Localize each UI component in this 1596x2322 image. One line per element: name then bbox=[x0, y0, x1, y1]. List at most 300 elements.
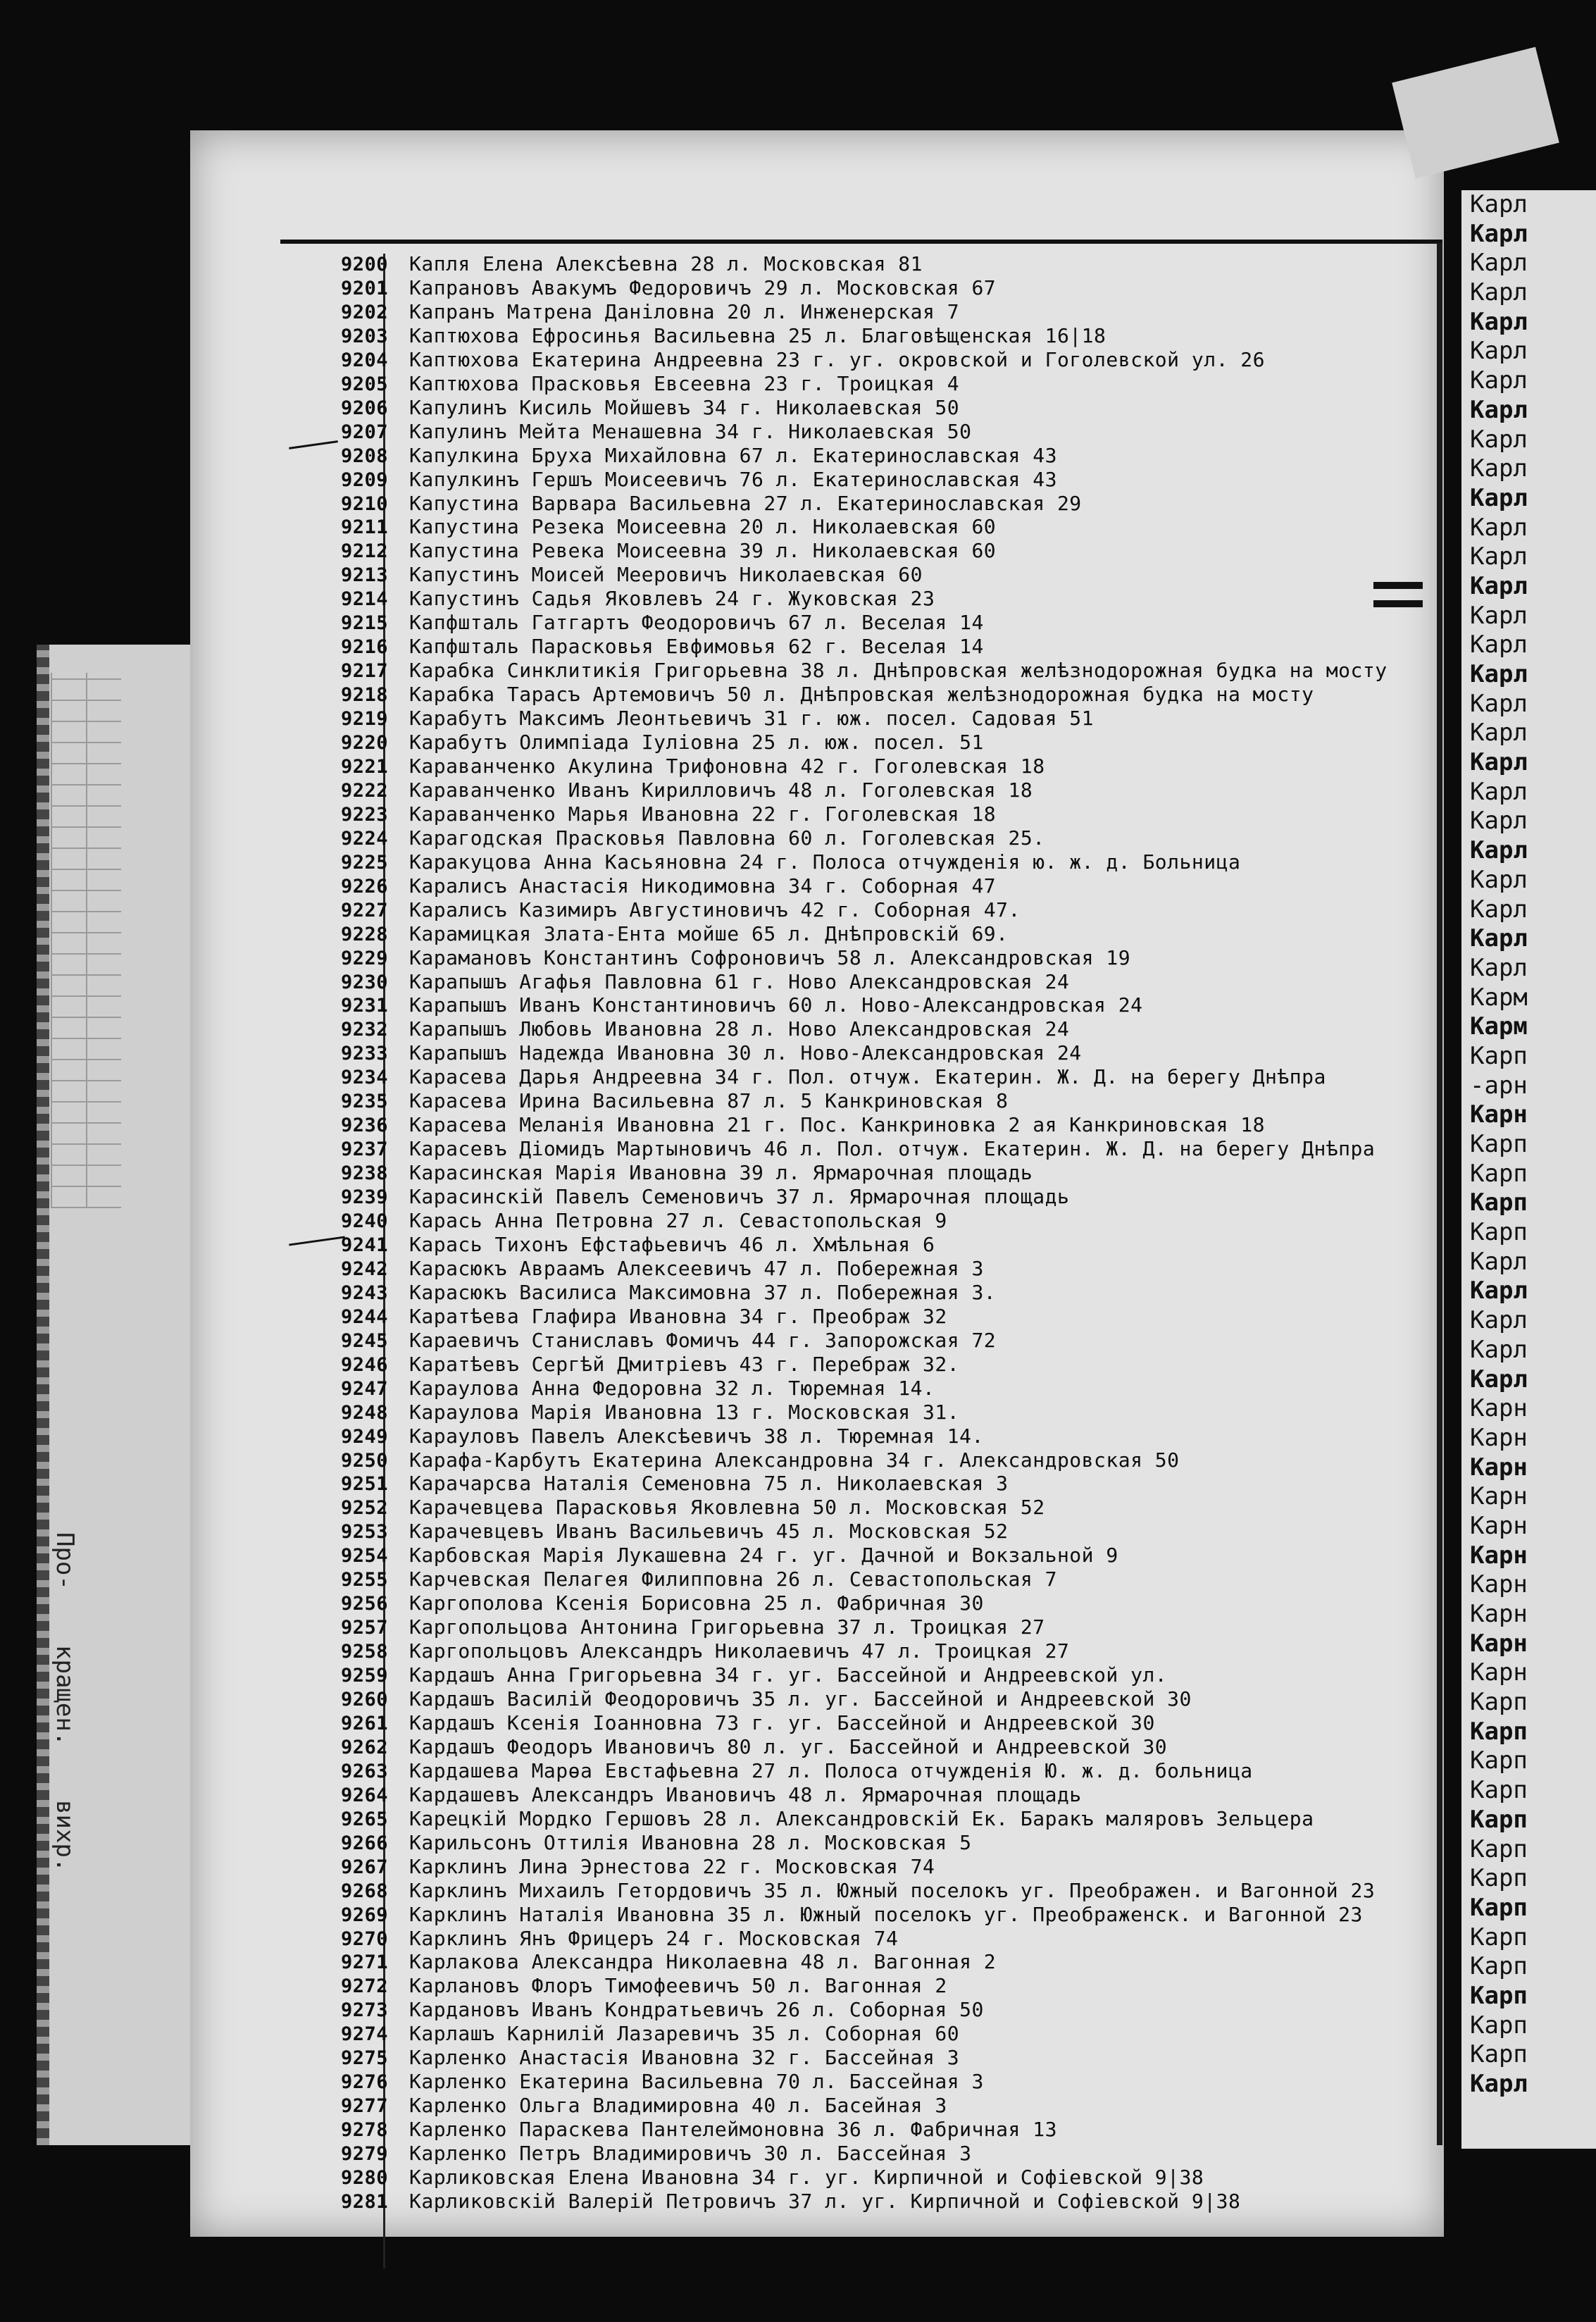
entry-number: 9219 bbox=[340, 708, 388, 731]
right-page-fragment: Карл bbox=[1470, 924, 1528, 953]
entry-number: 9233 bbox=[340, 1043, 388, 1065]
register-entry bbox=[298, 1257, 984, 1281]
entry-text: Карликовская Елена Ивановна 34 г. уг. Кирпичной и Софіевской 9|38 bbox=[409, 2166, 1204, 2189]
entry-number: 9246 bbox=[340, 1353, 388, 1376]
entry-text: Карасюкъ Авраамъ Алексеевичъ 47 л. Побережная 3 bbox=[409, 1256, 984, 1280]
entry-number: 9242 bbox=[340, 1258, 388, 1280]
entry-text: Капустина Резека Моисеевна 20 л. Николаевская 60 bbox=[409, 515, 997, 539]
register-entry bbox=[298, 1233, 935, 1257]
register-entry bbox=[298, 2142, 971, 2166]
right-page-fragment: Карл bbox=[1470, 777, 1528, 806]
entry-text: Карафа-Карбутъ Екатерина Александровна 34 г. Александровская 50 bbox=[409, 1448, 1180, 1472]
entry-number: 9240 bbox=[340, 1210, 388, 1232]
right-page-fragment: Карн bbox=[1470, 1600, 1528, 1628]
entry-text: Карасюкъ Василиса Максимовна 37 л. Побережная 3. bbox=[409, 1280, 997, 1304]
entry-number: 9260 bbox=[340, 1689, 388, 1711]
right-page-fragment: Карп bbox=[1470, 1130, 1528, 1158]
entry-number: 9247 bbox=[340, 1377, 388, 1400]
entry-number: 9280 bbox=[340, 2167, 388, 2189]
right-page-fragment: Карн bbox=[1470, 1100, 1528, 1129]
register-entry bbox=[298, 1113, 1265, 1137]
entry-number: 9251 bbox=[340, 1473, 388, 1496]
entry-text: Каргополова Ксенія Борисовна 25 л. Фабричная 30 bbox=[409, 1591, 984, 1615]
entry-text: Карецкій Мордко Гершовъ 28 л. Александровскій Ек. Баракъ маляровъ Зельцера bbox=[409, 1806, 1314, 1830]
entry-number: 9205 bbox=[340, 373, 388, 395]
right-page-fragment: Карп bbox=[1470, 1159, 1528, 1188]
register-entry bbox=[298, 420, 971, 444]
right-page-fragment: Карл bbox=[1470, 719, 1528, 747]
entry-text: Карапышъ Любовь Ивановна 28 л. Ново Александровская 24 bbox=[409, 1017, 1070, 1041]
entry-text: Карлановъ Флоръ Тимофеевичъ 50 л. Вагонная 2 bbox=[409, 1974, 947, 1998]
right-page-fragment: Карл bbox=[1470, 1365, 1528, 1393]
register-entry bbox=[298, 2094, 947, 2118]
register-entry bbox=[298, 396, 959, 420]
entry-number: 9216 bbox=[340, 636, 388, 659]
entry-number: 9213 bbox=[340, 564, 388, 587]
register-entry bbox=[298, 1591, 984, 1615]
register-entry bbox=[298, 1544, 1118, 1567]
entry-number: 9218 bbox=[340, 684, 388, 707]
entry-number: 9243 bbox=[340, 1281, 388, 1304]
entry-text: Карклинъ Наталія Ивановна 35 л. Южный поселокъ уг. Преображенск. и Вагонной 23 bbox=[409, 1902, 1363, 1926]
register-entry bbox=[298, 898, 1021, 922]
register-entry bbox=[298, 1567, 1057, 1591]
entry-text: Карабка Синклитикія Григорьевна 38 л. Днѣпровская желѣзнодорожная будка на мосту bbox=[409, 659, 1388, 683]
entry-text: Карленко Екатерина Васильевна 70 л. Бассейная 3 bbox=[409, 2070, 984, 2094]
entry-text: Карапышъ Агафья Павловна 61 г. Ново Александровская 24 bbox=[409, 969, 1070, 993]
register-entry bbox=[298, 372, 959, 396]
entry-number: 9204 bbox=[340, 349, 388, 371]
entry-number: 9201 bbox=[340, 277, 388, 299]
register-entry bbox=[298, 1353, 959, 1377]
entry-text: Карклинъ Лина Эрнестова 22 г. Московская 74 bbox=[409, 1854, 935, 1878]
register-entry bbox=[298, 276, 996, 300]
right-page-fragment: Карл bbox=[1470, 807, 1528, 836]
entry-number: 9220 bbox=[340, 732, 388, 754]
entry-text: Кардашъ Анна Григорьевна 34 г. уг. Бассейной и Андреевской ул. bbox=[409, 1663, 1168, 1687]
register-entry bbox=[298, 826, 1045, 850]
register-entry bbox=[298, 946, 1130, 970]
entry-text: Капфшталь Парасковья Евфимовья 62 г. Веселая 14 bbox=[409, 635, 984, 659]
register-entry bbox=[298, 348, 1265, 372]
entry-text: Карасевъ Діомидъ Мартыновичъ 46 л. Пол. отчуж. Екатерин. Ж. Д. на берегу Днѣпра bbox=[409, 1137, 1376, 1161]
register-entry bbox=[298, 1472, 1009, 1496]
register-entry bbox=[298, 252, 923, 276]
entry-number: 9235 bbox=[340, 1091, 388, 1113]
register-entry bbox=[298, 611, 984, 635]
register-entry bbox=[298, 324, 1106, 348]
entry-text: Карась Тихонъ Ефстафьевичъ 46 л. Хмѣльная 6 bbox=[409, 1232, 935, 1256]
entry-number: 9211 bbox=[340, 516, 388, 539]
register-entry bbox=[298, 1041, 1082, 1065]
right-page-fragment: Карл bbox=[1470, 1277, 1528, 1305]
register-entry bbox=[298, 468, 1057, 492]
register-entry bbox=[298, 2046, 959, 2070]
entry-text: Каракуцова Анна Касьяновна 24 г. Полоса отчужденія ю. ж. д. Больница bbox=[409, 850, 1241, 874]
rotated-fragment-3: вихр. bbox=[51, 1800, 79, 1873]
entry-text: Капранъ Матрена Даніловна 20 л. Инженерская 7 bbox=[409, 299, 960, 323]
entry-text: Карклинъ Янъ Фрицеръ 24 г. Московская 74 bbox=[409, 1926, 899, 1950]
register-entry bbox=[298, 1903, 1363, 1927]
entry-text: Карапышъ Надежда Ивановна 30 л. Ново-Александровская 24 bbox=[409, 1041, 1082, 1065]
right-page-fragment: Карл bbox=[1470, 542, 1528, 571]
register-entry bbox=[298, 1017, 1069, 1041]
page-gutter-rule bbox=[1437, 243, 1442, 2145]
register-entry bbox=[298, 1329, 996, 1353]
entry-text: Карапышъ Иванъ Константиновичъ 60 л. Ново-Александровская 24 bbox=[409, 993, 1143, 1017]
register-entry bbox=[298, 755, 1045, 778]
entry-text: Капустинъ Моисей Мееровичъ Николаевская 60 bbox=[409, 563, 923, 587]
ink-mark-double-line bbox=[1373, 582, 1423, 589]
entry-text: Каптюхова Екатерина Андреевна 23 г. уг. окровской и Гоголевской ул. 26 bbox=[409, 347, 1266, 371]
right-page-fragment: Карл bbox=[1470, 689, 1528, 718]
register-entry bbox=[298, 802, 996, 826]
entry-text: Карабка Тарасъ Артемовичъ 50 л. Днѣпровская желѣзнодорожная будка на мосту bbox=[409, 683, 1314, 707]
entry-text: Карклинъ Михаилъ Гетордовичъ 35 л. Южный поселокъ уг. Преображен. и Вагонной 23 bbox=[409, 1878, 1376, 1902]
entry-text: Карасева Дарья Андреевна 34 г. Пол. отчуж. Екатерин. Ж. Д. на берегу Днѣпра bbox=[409, 1065, 1326, 1089]
right-page-fragment: Карл bbox=[1470, 425, 1528, 454]
entry-number: 9267 bbox=[340, 1856, 388, 1878]
right-page-fragment: Карл bbox=[1470, 748, 1528, 777]
torn-page-edge bbox=[37, 645, 49, 2145]
entry-number: 9248 bbox=[340, 1401, 388, 1424]
register-entry bbox=[298, 1496, 1045, 1520]
entry-number: 9215 bbox=[340, 612, 388, 635]
right-page-fragment: Карл bbox=[1470, 366, 1528, 395]
register-entry bbox=[298, 1974, 947, 1998]
right-page-fragment: Карн bbox=[1470, 1570, 1528, 1599]
right-page-fragment: -арн bbox=[1470, 1071, 1528, 1100]
register-entry bbox=[298, 1209, 947, 1233]
entry-number: 9206 bbox=[340, 397, 388, 419]
torn-corner-flap bbox=[1392, 47, 1559, 179]
entry-number: 9227 bbox=[340, 899, 388, 921]
register-entry bbox=[298, 444, 1057, 468]
right-page-fragment: Карн bbox=[1470, 1453, 1528, 1482]
entry-text: Карачевцева Парасковья Яковлевна 50 л. Московская 52 bbox=[409, 1496, 1045, 1520]
right-page-fragment: Карл bbox=[1470, 307, 1528, 336]
entry-number: 9262 bbox=[340, 1736, 388, 1758]
register-entry bbox=[298, 1185, 1069, 1209]
right-page-fragment: Карл bbox=[1470, 2070, 1528, 2098]
entry-number: 9255 bbox=[340, 1569, 388, 1591]
register-entry bbox=[298, 1161, 1033, 1185]
entry-text: Каралисъ Анастасія Никодимовна 34 г. Соборная 47 bbox=[409, 874, 997, 898]
register-entry bbox=[298, 707, 1094, 731]
right-page-fragment: Карп bbox=[1470, 1688, 1528, 1717]
ruled-grid bbox=[51, 673, 121, 1208]
right-page-fragment: Карп bbox=[1470, 1188, 1528, 1217]
right-page-fragment: Карп bbox=[1470, 1717, 1528, 1746]
entry-number: 9258 bbox=[340, 1641, 388, 1663]
right-page-fragment: Карл bbox=[1470, 1335, 1528, 1364]
entry-number: 9265 bbox=[340, 1808, 388, 1830]
entry-number: 9271 bbox=[340, 1951, 388, 1974]
entry-number: 9273 bbox=[340, 1999, 388, 2022]
entry-number: 9254 bbox=[340, 1545, 388, 1567]
right-page-fragment: Карл bbox=[1470, 631, 1528, 659]
register-entry bbox=[298, 1783, 1082, 1807]
entry-text: Капустинъ Садья Яковлевъ 24 г. Жуковская 23 bbox=[409, 587, 935, 611]
entry-text: Каратѣевъ Сергѣй Дмитріевъ 43 г. Перебраж 32. bbox=[409, 1352, 960, 1376]
right-page-fragment: Карл bbox=[1470, 190, 1528, 218]
left-adjacent-page bbox=[37, 645, 213, 2145]
entry-text: Карасинскій Павелъ Семеновичъ 37 л. Ярмарочная площадь bbox=[409, 1185, 1070, 1209]
register-entry bbox=[298, 683, 1314, 707]
entry-number: 9202 bbox=[340, 301, 388, 323]
register-entry bbox=[298, 1615, 1045, 1639]
entry-number: 9249 bbox=[340, 1425, 388, 1448]
right-page-fragment: Карл bbox=[1470, 395, 1528, 424]
register-entry bbox=[298, 2022, 959, 2046]
register-entry bbox=[298, 778, 1033, 802]
entry-text: Караванченко Акулина Трифоновна 42 г. Гоголевская 18 bbox=[409, 754, 1045, 778]
right-page-fragment: Карн bbox=[1470, 1482, 1528, 1511]
right-page-fragment: Карп bbox=[1470, 1218, 1528, 1247]
register-entry bbox=[298, 1305, 947, 1329]
register-entry bbox=[298, 731, 984, 755]
right-page-fragment: Карп bbox=[1470, 1834, 1528, 1863]
entry-number: 9229 bbox=[340, 947, 388, 969]
entry-text: Караванченко Иванъ Кирилловичъ 48 л. Гоголевская 18 bbox=[409, 778, 1033, 802]
right-page-fragment: Карн bbox=[1470, 1541, 1528, 1570]
right-page-fragment: Карп bbox=[1470, 2011, 1528, 2039]
entry-number: 9228 bbox=[340, 923, 388, 945]
right-page-fragment: Карп bbox=[1470, 2040, 1528, 2069]
register-entry bbox=[298, 635, 984, 659]
right-page-fragment: Карн bbox=[1470, 1658, 1528, 1687]
register-entry bbox=[298, 515, 996, 539]
entry-text: Карасева Меланія Ивановна 21 г. Пос. Канкриновка 2 ая Канкриновская 18 bbox=[409, 1113, 1266, 1137]
right-page-fragment: Карп bbox=[1470, 1923, 1528, 1951]
entry-text: Карасинская Марія Ивановна 39 л. Ярмарочная площадь bbox=[409, 1161, 1033, 1185]
right-page-fragment: Карп bbox=[1470, 1893, 1528, 1922]
right-page-fragment: Карл bbox=[1470, 1247, 1528, 1276]
right-page-fragment: Карм bbox=[1470, 983, 1528, 1012]
entry-text: Кардашъ Феодоръ Ивановичъ 80 л. уг. Бассейной и Андреевской 30 bbox=[409, 1734, 1168, 1758]
right-page-fragment: Карл bbox=[1470, 953, 1528, 982]
register-entry bbox=[298, 874, 996, 898]
register-entry bbox=[298, 1879, 1375, 1903]
entry-text: Карлашъ Карнилій Лазаревичъ 35 л. Соборная 60 bbox=[409, 2022, 960, 2046]
register-entry bbox=[298, 1855, 935, 1879]
right-page-fragment: Карп bbox=[1470, 1864, 1528, 1893]
entry-text: Карагодская Прасковья Павловна 60 л. Гоголевская 25. bbox=[409, 826, 1045, 850]
entry-text: Карбовская Марія Лукашевна 24 г. уг. Дачной и Вокзальной 9 bbox=[409, 1544, 1118, 1567]
register-entry bbox=[298, 922, 1009, 946]
entry-text: Карленко Параскева Пантелеймоновна 36 л. Фабричная 13 bbox=[409, 2118, 1057, 2142]
entry-text: Кардашевъ Александръ Ивановичъ 48 л. Ярмарочная площадь bbox=[409, 1782, 1082, 1806]
register-entry bbox=[298, 1089, 1009, 1113]
entry-text: Капулинъ Мейта Менашевна 34 г. Николаевская 50 bbox=[409, 419, 972, 443]
entry-number: 9270 bbox=[340, 1927, 388, 1950]
entry-text: Капулкинъ Гершъ Моисеевичъ 76 л. Екатеринославская 43 bbox=[409, 467, 1057, 491]
entry-text: Караулова Анна Федоровна 32 л. Тюремная 14. bbox=[409, 1376, 935, 1400]
right-page-fragment: Карн bbox=[1470, 1394, 1528, 1423]
right-page-fragment: Карм bbox=[1470, 1012, 1528, 1041]
entry-number: 9236 bbox=[340, 1115, 388, 1137]
right-page-fragment: Карп bbox=[1470, 1981, 1528, 2010]
entry-text: Карамицкая Злата-Ента мойше 65 л. Днѣпровскій 69. bbox=[409, 921, 1009, 945]
entry-number: 9274 bbox=[340, 2023, 388, 2046]
register-entry bbox=[298, 1424, 984, 1448]
right-page-fragment: Карл bbox=[1470, 513, 1528, 542]
entry-number: 9224 bbox=[340, 827, 388, 850]
entry-text: Карачевцевъ Иванъ Васильевичъ 45 л. Московская 52 bbox=[409, 1520, 1009, 1544]
right-page-fragment: Карл bbox=[1470, 571, 1528, 600]
entry-number: 9225 bbox=[340, 851, 388, 874]
register-entry bbox=[298, 1807, 1314, 1831]
register-entry bbox=[298, 1137, 1375, 1161]
entry-text: Караулова Марія Ивановна 13 г. Московская 31. bbox=[409, 1400, 960, 1424]
entry-number: 9269 bbox=[340, 1904, 388, 1926]
rotated-fragment-2: кращен. bbox=[51, 1645, 79, 1746]
register-entry bbox=[298, 2070, 984, 2094]
register-entry bbox=[298, 587, 935, 611]
entry-number: 9266 bbox=[340, 1832, 388, 1854]
register-entry bbox=[298, 1759, 1253, 1783]
entry-number: 9261 bbox=[340, 1712, 388, 1734]
entry-number: 9263 bbox=[340, 1760, 388, 1782]
right-page-fragment: Карл bbox=[1470, 454, 1528, 483]
register-entry bbox=[298, 1281, 996, 1305]
entry-text: Капрановъ Авакумъ Федоровичъ 29 л. Московская 67 bbox=[409, 275, 997, 299]
entry-text: Каптюхова Ефросинья Васильевна 25 л. Благовѣщенская 16|18 bbox=[409, 323, 1106, 347]
register-entry bbox=[298, 1950, 996, 1974]
register-entry bbox=[298, 300, 959, 324]
entry-number: 9279 bbox=[340, 2143, 388, 2166]
register-entry bbox=[298, 1663, 1167, 1687]
entry-number: 9268 bbox=[340, 1880, 388, 1902]
right-page-fragment: Карн bbox=[1470, 1511, 1528, 1540]
entry-number: 9257 bbox=[340, 1617, 388, 1639]
entry-text: Карленко Петръ Владимировичъ 30 л. Бассейная 3 bbox=[409, 2142, 972, 2166]
entry-text: Карауловъ Павелъ Алексѣевичъ 38 л. Тюремная 14. bbox=[409, 1424, 984, 1448]
entry-number: 9252 bbox=[340, 1497, 388, 1520]
right-page-fragment: Карн bbox=[1470, 1629, 1528, 1658]
entry-text: Карчевская Пелагея Филипповна 26 л. Севастопольская 7 bbox=[409, 1567, 1057, 1591]
entry-text: Каптюхова Прасковья Евсеевна 23 г. Троицкая 4 bbox=[409, 371, 960, 395]
right-page-fragment: Карп bbox=[1470, 1746, 1528, 1775]
entry-number: 9241 bbox=[340, 1234, 388, 1256]
entry-number: 9222 bbox=[340, 779, 388, 802]
entry-number: 9212 bbox=[340, 540, 388, 563]
right-page-fragment: Карл bbox=[1470, 895, 1528, 924]
entry-number: 9200 bbox=[340, 254, 388, 275]
entry-number: 9226 bbox=[340, 875, 388, 898]
entry-number: 9245 bbox=[340, 1329, 388, 1352]
register-entry bbox=[298, 1831, 971, 1855]
register-entry bbox=[298, 1687, 1192, 1711]
entry-text: Карликовскій Валерій Петровичъ 37 л. уг. Кирпичной и Софіевской 9|38 bbox=[409, 2189, 1241, 2213]
entry-number: 9238 bbox=[340, 1162, 388, 1185]
entry-number: 9209 bbox=[340, 468, 388, 491]
entry-text: Карленко Анастасія Ивановна 32 г. Бассейная 3 bbox=[409, 2046, 960, 2070]
register-entry bbox=[298, 2118, 1057, 2142]
register-entry bbox=[298, 1735, 1167, 1759]
entry-text: Карачарсва Наталія Семеновна 75 л. Николаевская 3 bbox=[409, 1472, 1009, 1496]
entry-number: 9276 bbox=[340, 2071, 388, 2094]
entry-text: Кардашъ Ксенія Іоанновна 73 г. уг. Бассейной и Андреевской 30 bbox=[409, 1711, 1155, 1734]
entry-number: 9208 bbox=[340, 445, 388, 467]
entry-text: Карленко Ольга Владимировна 40 л. Басейная 3 bbox=[409, 2094, 947, 2118]
entry-text: Капфшталь Гатгартъ Феодоровичъ 67 л. Веселая 14 bbox=[409, 611, 984, 635]
register-entry bbox=[298, 1448, 1180, 1472]
entry-text: Каргопольцовъ Александръ Николаевичъ 47 л. Троицкая 27 bbox=[409, 1639, 1070, 1663]
register-entry bbox=[298, 1401, 959, 1424]
entry-number: 9277 bbox=[340, 2095, 388, 2118]
register-entry bbox=[298, 1998, 984, 2022]
ink-mark-double-line bbox=[1373, 600, 1423, 607]
entry-number: 9234 bbox=[340, 1067, 388, 1089]
entry-text: Капля Елена Алексѣевна 28 л. Московская 81 bbox=[409, 252, 923, 275]
entry-number: 9223 bbox=[340, 803, 388, 826]
entry-number: 9221 bbox=[340, 755, 388, 778]
register-entry bbox=[298, 563, 923, 587]
entry-text: Каратѣева Глафира Ивановна 34 г. Преображ 32 bbox=[409, 1304, 947, 1328]
entry-number: 9250 bbox=[340, 1449, 388, 1472]
right-page-fragment: Карл bbox=[1470, 249, 1528, 278]
entry-number: 9239 bbox=[340, 1186, 388, 1209]
entry-text: Карабутъ Олимпіада Іуліовна 25 л. юж. посел. 51 bbox=[409, 731, 984, 754]
entry-text: Карлакова Александра Николаевна 48 л. Вагонная 2 bbox=[409, 1950, 997, 1974]
entry-number: 9207 bbox=[340, 421, 388, 443]
header-rule bbox=[280, 240, 1442, 244]
right-page-fragment: Карл bbox=[1470, 337, 1528, 366]
entry-number: 9278 bbox=[340, 2119, 388, 2142]
right-page-fragment: Карп bbox=[1470, 1776, 1528, 1805]
register-entry bbox=[298, 1639, 1069, 1663]
entry-number: 9272 bbox=[340, 1975, 388, 1998]
register-entry bbox=[298, 1377, 935, 1401]
entry-number: 9244 bbox=[340, 1305, 388, 1328]
entry-number: 9217 bbox=[340, 660, 388, 683]
entry-text: Каргопольцова Антонина Григорьевна 37 л. Троицкая 27 bbox=[409, 1615, 1045, 1639]
entry-text: Капустина Варвара Васильевна 27 л. Екатеринославская 29 bbox=[409, 491, 1082, 515]
register-entry bbox=[298, 1927, 898, 1951]
register-entry bbox=[298, 1711, 1155, 1735]
register-entry bbox=[298, 970, 1069, 994]
right-page-fragment: Карп bbox=[1470, 1805, 1528, 1834]
right-page-fragment: Карп bbox=[1470, 1952, 1528, 1981]
entry-number: 9237 bbox=[340, 1138, 388, 1161]
register-entry bbox=[298, 539, 996, 563]
entry-number: 9259 bbox=[340, 1665, 388, 1687]
entry-text: Карамановъ Константинъ Софроновичъ 58 л. Александровская 19 bbox=[409, 945, 1131, 969]
entry-number: 9281 bbox=[340, 2190, 388, 2213]
register-entry bbox=[298, 2166, 1204, 2190]
register-entry bbox=[298, 993, 1142, 1017]
right-page-fragment: Карн bbox=[1470, 1423, 1528, 1452]
entry-number: 9256 bbox=[340, 1593, 388, 1615]
entry-number: 9230 bbox=[340, 971, 388, 993]
entry-number: 9232 bbox=[340, 1019, 388, 1041]
register-entry bbox=[298, 2190, 1240, 2214]
register-entry bbox=[298, 492, 1082, 516]
right-page-fragment: Карл bbox=[1470, 483, 1528, 512]
entry-text: Капулинъ Кисиль Мойшевъ 34 г. Николаевская 50 bbox=[409, 395, 960, 419]
entry-text: Кардановъ Иванъ Кондратьевичъ 26 л. Соборная 50 bbox=[409, 1998, 984, 2022]
entry-text: Капустина Ревека Моисеевна 39 л. Николаевская 60 bbox=[409, 539, 997, 563]
right-page-fragment: Карл bbox=[1470, 836, 1528, 865]
right-page-fragment: Карл bbox=[1470, 219, 1528, 248]
entry-number: 9210 bbox=[340, 492, 388, 515]
entry-text: Кардашъ Василій Феодоровичъ 35 л. уг. Бассейной и Андреевской 30 bbox=[409, 1687, 1192, 1711]
entry-number: 9214 bbox=[340, 588, 388, 611]
entry-text: Карабутъ Максимъ Леонтьевичъ 31 г. юж. посел. Садовая 51 bbox=[409, 707, 1095, 731]
right-page-fragment: Карл bbox=[1470, 865, 1528, 894]
entry-text: Капулкина Бруха Михайловна 67 л. Екатеринославская 43 bbox=[409, 443, 1057, 467]
